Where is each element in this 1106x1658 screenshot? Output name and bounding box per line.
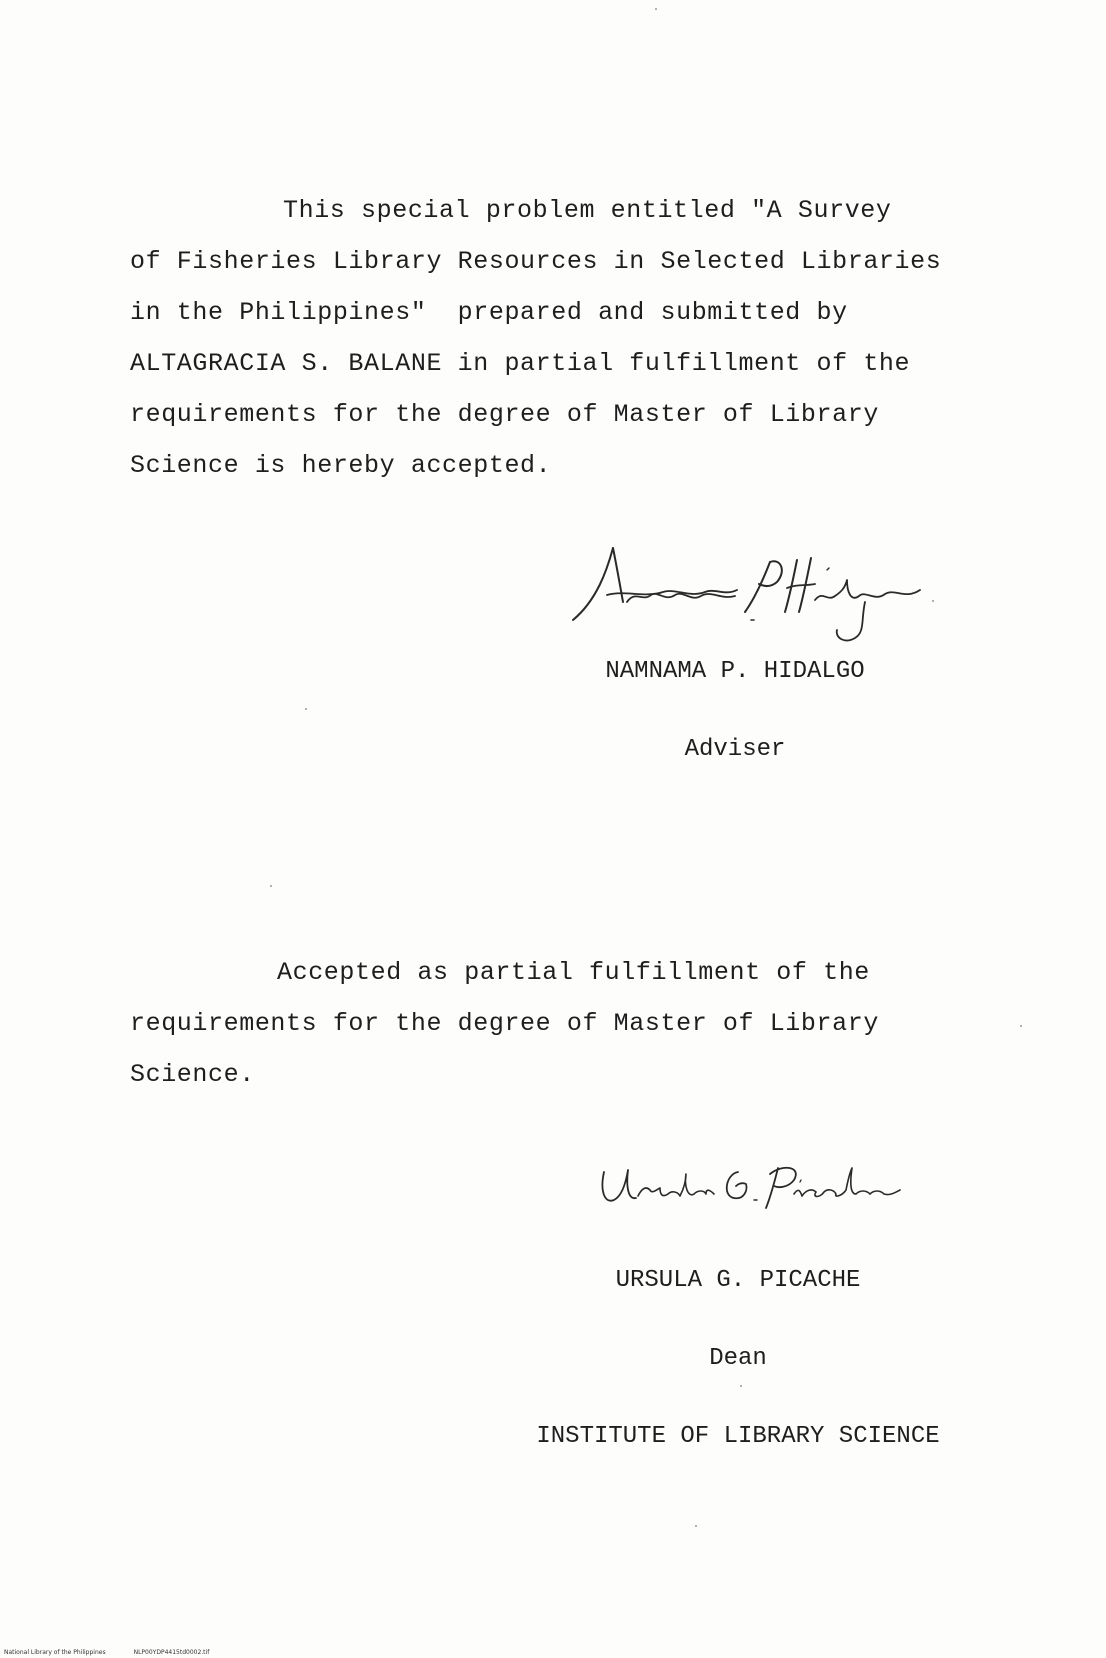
institute-name: INSTITUTE OF LIBRARY SCIENCE — [536, 1423, 940, 1450]
scan-speck — [270, 885, 272, 887]
scan-speck — [740, 1385, 742, 1387]
approval-line-2: of Fisheries Library Resources in Selected Libraries — [130, 247, 942, 276]
dean-signature — [598, 1160, 908, 1215]
adviser-block — [560, 607, 910, 815]
scan-speck — [1020, 1025, 1022, 1027]
approval-line-3: in the Philippines" prepared and submitted by — [130, 298, 848, 327]
scan-speck — [305, 708, 307, 710]
dean-name: URSULA G. PICACHE — [615, 1267, 861, 1294]
dean-title: Dean — [709, 1345, 767, 1372]
approval-line-6: Science is hereby accepted. — [130, 451, 552, 480]
approval-line-4: ALTAGRACIA S. BALANE in partial fulfillment of the — [130, 349, 911, 378]
acceptance-line-1: Accepted as partial fulfillment of the — [277, 958, 870, 987]
scan-speck — [932, 600, 934, 602]
scan-speck — [655, 8, 657, 10]
adviser-title: Adviser — [684, 736, 786, 763]
adviser-name: NAMNAMA P. HIDALGO — [605, 658, 865, 685]
acceptance-line-2: requirements for the degree of Master of Library — [130, 1009, 879, 1038]
footer-file-id: NLP00YDP4415td0002.tif — [133, 1649, 210, 1656]
acceptance-line-3: Science. — [130, 1060, 255, 1089]
dean-block — [478, 1216, 998, 1502]
footer-library: National Library of the Philippines — [4, 1649, 106, 1656]
scan-footer — [4, 1649, 237, 1656]
scan-speck — [695, 1525, 697, 1527]
approval-line-1: This special problem entitled "A Survey — [283, 196, 892, 225]
approval-line-5: requirements for the degree of Master of Library — [130, 400, 879, 429]
